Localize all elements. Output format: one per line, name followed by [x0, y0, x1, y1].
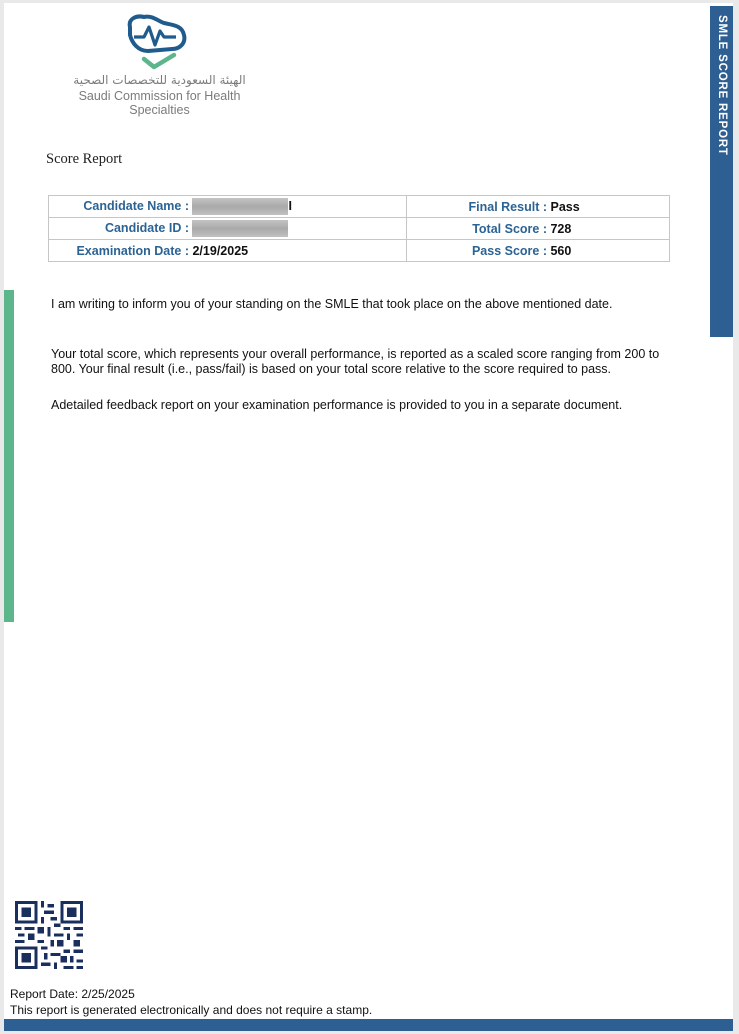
exam-date-value: 2/19/2025: [192, 243, 249, 258]
side-label: [710, 6, 733, 337]
total-score-label: Total Score :: [472, 221, 547, 236]
candidate-info-table: [48, 195, 670, 262]
total-score-cell: [407, 218, 670, 240]
side-label-text: SMLE SCORE REPORT: [715, 15, 728, 156]
qr-code-icon: [15, 901, 83, 969]
final-result-label: Final Result :: [468, 199, 547, 214]
org-name-english: Saudi Commission for Health Specialties: [78, 89, 241, 117]
exam-date-label: Examination Date :: [76, 243, 189, 258]
pass-score-label: Pass Score :: [471, 243, 547, 258]
table-row: [49, 218, 670, 240]
org-name-arabic: الهيئة السعودية للتخصصات الصحية: [73, 73, 246, 87]
paragraph-scoring: Your total score, which represents your overall performance, is reported as a scaled score ranging from 200 to 800. Your final result (i.e., pass/fail) is based on your total score relative to the score required to pass.: [51, 347, 660, 376]
table-row: [49, 240, 670, 262]
electronic-note: This report is generated electronically and does not require a stamp.: [10, 1003, 373, 1017]
bottom-band: [4, 1019, 733, 1031]
redacted-block: [192, 220, 288, 237]
pass-score-cell: [407, 240, 670, 262]
exam-date-cell: [49, 240, 407, 262]
paragraph-standing: I am writing to inform you of your standing on the SMLE that took place on the above mentioned date.: [51, 297, 613, 311]
candidate-name-cell: [49, 196, 407, 218]
candidate-id-label: Candidate ID :: [104, 220, 189, 235]
final-result-cell: [407, 196, 670, 218]
scfhs-logo-icon: [122, 13, 192, 71]
paragraph-feedback: Adetailed feedback report on your examination performance is provided to you in a separate document.: [51, 398, 623, 412]
final-result-value: Pass: [550, 199, 580, 214]
score-report-page: [4, 3, 733, 1031]
report-date: Report Date: 2/25/2025: [10, 987, 135, 1001]
redacted-block: [192, 198, 288, 215]
page-title: Score Report: [46, 151, 123, 167]
accent-bar: [4, 290, 14, 622]
table-row: [49, 196, 670, 218]
pass-score-value: 560: [550, 243, 572, 258]
candidate-id-cell: [49, 218, 407, 240]
candidate-name-value: I: [288, 198, 292, 213]
total-score-value: 728: [550, 221, 572, 236]
candidate-name-label: Candidate Name :: [83, 198, 189, 213]
